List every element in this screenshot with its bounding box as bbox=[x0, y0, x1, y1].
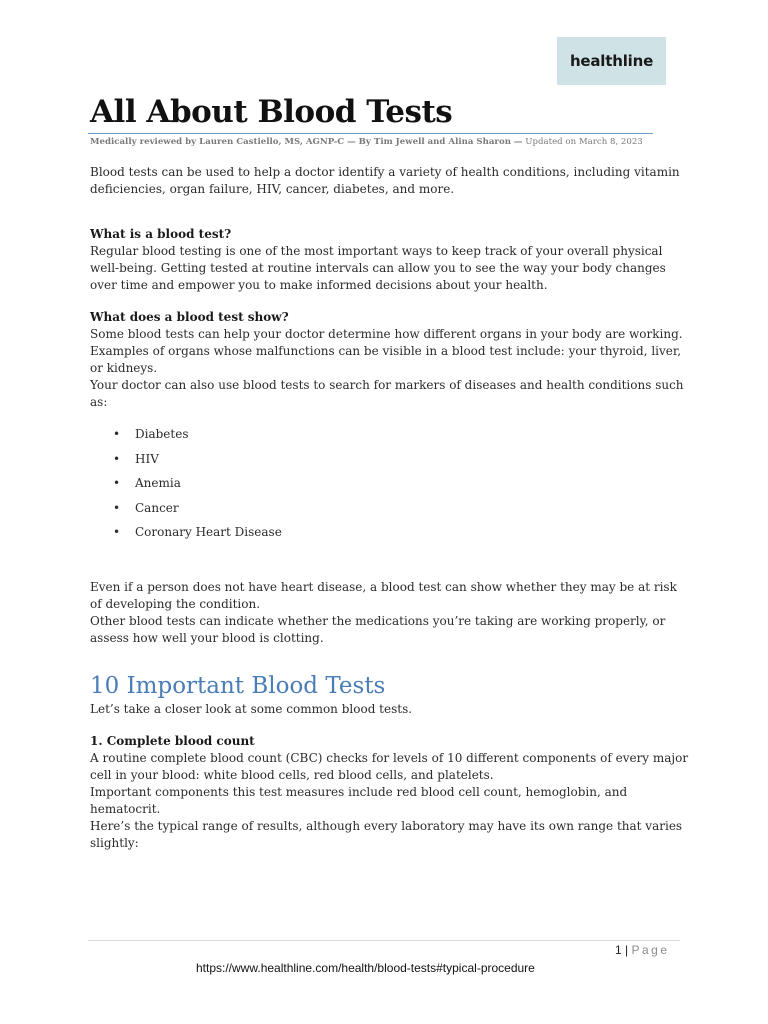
page-word: Page bbox=[631, 943, 670, 957]
byline-updated: Updated on March 8, 2023 bbox=[522, 137, 643, 147]
list-item: • Diabetes bbox=[90, 426, 690, 451]
what-shows-paragraph-3: Even if a person does not have heart disease, a blood test can show whether they may be at risk of developing the condition. bbox=[90, 579, 677, 611]
list-item: • HIV bbox=[90, 451, 690, 476]
list-item: • Coronary Heart Disease bbox=[90, 524, 690, 549]
cbc-paragraph-1: A routine complete blood count (CBC) checks for levels of 10 different components of every major cell in your blood: white blood cells, red blood cells, and platelets. bbox=[90, 750, 689, 782]
what-shows-paragraph-2: Your doctor can also use blood tests to search for markers of diseases and health conditions such as: bbox=[90, 378, 684, 409]
list-item: • Cancer bbox=[90, 500, 690, 525]
conditions-list bbox=[90, 426, 690, 549]
important-tests-intro: Let’s take a closer look at some common blood tests. bbox=[90, 701, 413, 716]
what-shows-heading: What does a blood test show? bbox=[90, 310, 289, 324]
page-number bbox=[615, 943, 670, 957]
footer-divider bbox=[88, 940, 680, 941]
article-body bbox=[90, 164, 690, 852]
page-number-value: 1 bbox=[615, 943, 622, 957]
source-url[interactable]: https://www.healthline.com/health/blood-tests#typical-procedure bbox=[196, 961, 535, 975]
cbc-paragraph-3: Here’s the typical range of results, although every laboratory may have its own range that varies slightly: bbox=[90, 818, 683, 850]
what-shows-paragraph-1: Some blood tests can help your doctor determine how different organs in your body are working. Examples of organs whose malfunctions can be visible in a blood test include: your thyroid, liver, or kidneys. bbox=[90, 327, 683, 375]
list-item: • Anemia bbox=[90, 475, 690, 500]
what-is-paragraph: Regular blood testing is one of the most important ways to keep track of your overall physical well-being. Getting tested at routine intervals can allow you to see the way your body changes over time and empower you to make informed decisions about your health. bbox=[90, 244, 666, 292]
cbc-heading: 1. Complete blood count bbox=[90, 733, 255, 748]
cbc-paragraph-2: Important components this test measures include red blood cell count, hemoglobin, and hematocrit. bbox=[90, 784, 628, 816]
intro-paragraph: Blood tests can be used to help a doctor identify a variety of health conditions, including vitamin deficiencies, organ failure, HIV, cancer, diabetes, and more. bbox=[90, 165, 680, 196]
byline-authors: Medically reviewed by Lauren Castiello, MS, AGNP-C — By Tim Jewell and Alina Sharon — bbox=[90, 137, 523, 147]
what-is-heading: What is a blood test? bbox=[90, 227, 232, 241]
page-separator: | bbox=[621, 943, 632, 957]
healthline-logo[interactable] bbox=[557, 37, 666, 85]
title-divider bbox=[88, 133, 653, 134]
what-shows-paragraph-4: Other blood tests can indicate whether the medications you’re taking are working properly, or assess how well your blood is clotting. bbox=[90, 613, 666, 645]
page-title: All About Blood Tests bbox=[90, 94, 453, 130]
byline bbox=[90, 137, 643, 147]
logo-text: healthline bbox=[569, 52, 654, 70]
important-tests-heading: 10 Important Blood Tests bbox=[90, 672, 386, 699]
